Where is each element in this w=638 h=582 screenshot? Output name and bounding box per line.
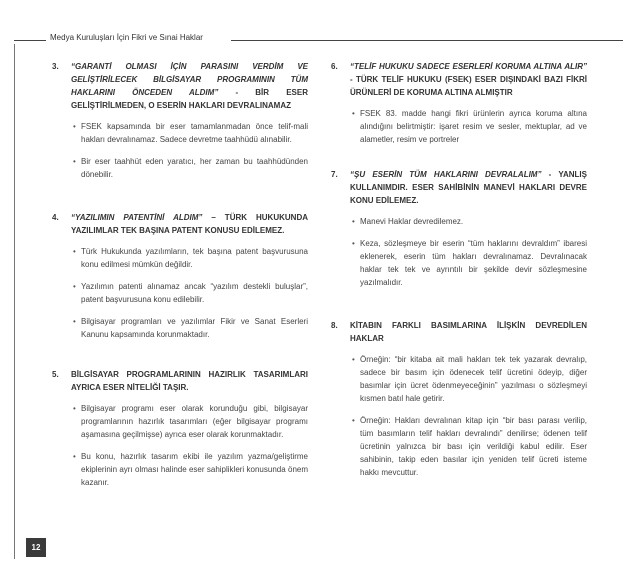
list-item: • Örneğin: Hakları devralınan kitap için “bir bası parası verilip, tüm basımların telif hakları devralındı” denilirse; ödenen telif ücretinin yalnızca bir bası için verildiği kabul edilir. Eser sahibinin, takip eden basılar için yeniden telif ücreti isteme hakkı mevcuttur.	[350, 414, 587, 479]
section-7	[331, 168, 587, 289]
list-item: • FSEK 83. madde hangi fikri ürünlerin ayrıca koruma altına alındığını belirtmiştir: işaret resim ve sesler, mektuplar, ad ve alametler, resim ve portreler	[350, 107, 587, 146]
list-item: • Bir eser taahhüt eden yaratıcı, her zaman bu taahhüdünden dönebilir.	[71, 155, 308, 181]
section-heading: “ŞU ESERİN TÜM HAKLARINI DEVRALALIM” - YANLIŞ KULLANIMDIR. ESER SAHİBİNİN MANEVİ HAKLARI DEVRE KONU EDİLEMEZ.	[350, 170, 587, 205]
left-column	[52, 60, 308, 498]
list-item: • Örneğin: “bir kitaba ait mali hakları tek tek yazarak devralıp, sadece bir basım için ödenecek telif ücretini ödeyip, diğer basımlar için ücret ödenmeyeceğinin” yazılması o sözleşmeyi kısmen batıl hale getirir.	[350, 353, 587, 405]
list-item: • Bilgisayar programı eser olarak korunduğu gibi, bilgisayar programlarının hazırlık tasarımları (eğer bilgisayar programı aşamasına geçilmişse) ayrıca eser olarak korunmaktadır.	[71, 402, 308, 441]
section-number: 8.	[331, 321, 338, 330]
section-3	[52, 60, 308, 181]
page-header	[14, 33, 624, 47]
list-item: • FSEK kapsamında bir eser tamamlanmadan önce telif-mali hakları devralınamaz. Sadece devretme taahhüdü alınabilir.	[71, 120, 308, 146]
section-number: 6.	[331, 62, 338, 71]
section-number: 7.	[331, 170, 338, 179]
left-margin-line	[14, 44, 15, 559]
bullet-list	[350, 215, 587, 289]
header-rule-right	[231, 40, 623, 41]
section-heading: “TELİF HUKUKU SADECE ESERLERİ KORUMA ALTINA ALIR” - TÜRK TELİF HUKUKU (FSEK) ESER DIŞINDAKİ BAZI FİKRİ ÜRÜNLERİ DE KORUMA ALTINA ALMIŞTIR	[350, 62, 587, 97]
bullet-list	[350, 353, 587, 479]
list-item: • Manevi Haklar devredilemez.	[350, 215, 587, 228]
page-number: 12	[26, 538, 46, 557]
section-heading: “GARANTİ OLMASI İÇİN PARASINI VERDİM VE GELİŞTİRİLECEK BİLGİSAYAR PROGRAMININ TÜM HAKLARINI ÖNCEDEN ALDIM” - BİR ESER GELİŞTİRİLMEDEN, O ESERİN HAKLARI DEVRALINAMAZ	[71, 62, 308, 110]
bullet-list	[350, 107, 587, 146]
bullet-list	[71, 120, 308, 181]
list-item: • Keza, sözleşmeye bir eserin “tüm haklarını devraldım” ibaresi eklenerek, eserin tüm hakları devralınamaz. Devralınacak haklar tek tek ve ayrıntılı bir şekilde devir sözleşmesine yazılmalıdır.	[350, 237, 587, 289]
bullet-list	[71, 402, 308, 489]
list-item: • Bu konu, hazırlık tasarım ekibi ile yazılım yazma/geliştirme ekiplerinin ayrı olması halinde eser sahiplikleri konusunda önem kazanır.	[71, 450, 308, 489]
section-4	[52, 211, 308, 341]
section-heading: KİTABIN FARKLI BASIMLARINA İLİŞKİN DEVREDİLEN HAKLAR	[350, 321, 587, 343]
section-number: 4.	[52, 213, 59, 222]
list-item: • Türk Hukukunda yazılımların, tek başına patent başvurusuna konu edilmesi mümkün değildir.	[71, 245, 308, 271]
section-number: 5.	[52, 370, 59, 379]
list-item: • Yazılımın patenti alınamaz ancak “yazılım destekli buluşlar”, patent başvurusuna konu edilebilir.	[71, 280, 308, 306]
section-heading: BİLGİSAYAR PROGRAMLARININ HAZIRLIK TASARIMLARI AYRICA ESER NİTELİĞİ TAŞIR.	[71, 370, 308, 392]
header-title: Medya Kuruluşları İçin Fikri ve Sınai Haklar	[50, 33, 203, 42]
section-number: 3.	[52, 62, 59, 71]
right-column	[331, 60, 587, 488]
section-5	[52, 368, 308, 489]
bullet-list	[71, 245, 308, 341]
section-6	[331, 60, 587, 146]
list-item: • Bilgisayar programları ve yazılımlar Fikir ve Sanat Eserleri Kanunu kapsamında korunmaktadır.	[71, 315, 308, 341]
header-rule-left	[14, 40, 46, 41]
section-heading: “YAZILIMIN PATENTİNİ ALDIM” – TÜRK HUKUKUNDA YAZILIMLAR TEK BAŞINA PATENT KONUSU EDİLEMEZ.	[71, 213, 308, 235]
section-8	[331, 319, 587, 479]
